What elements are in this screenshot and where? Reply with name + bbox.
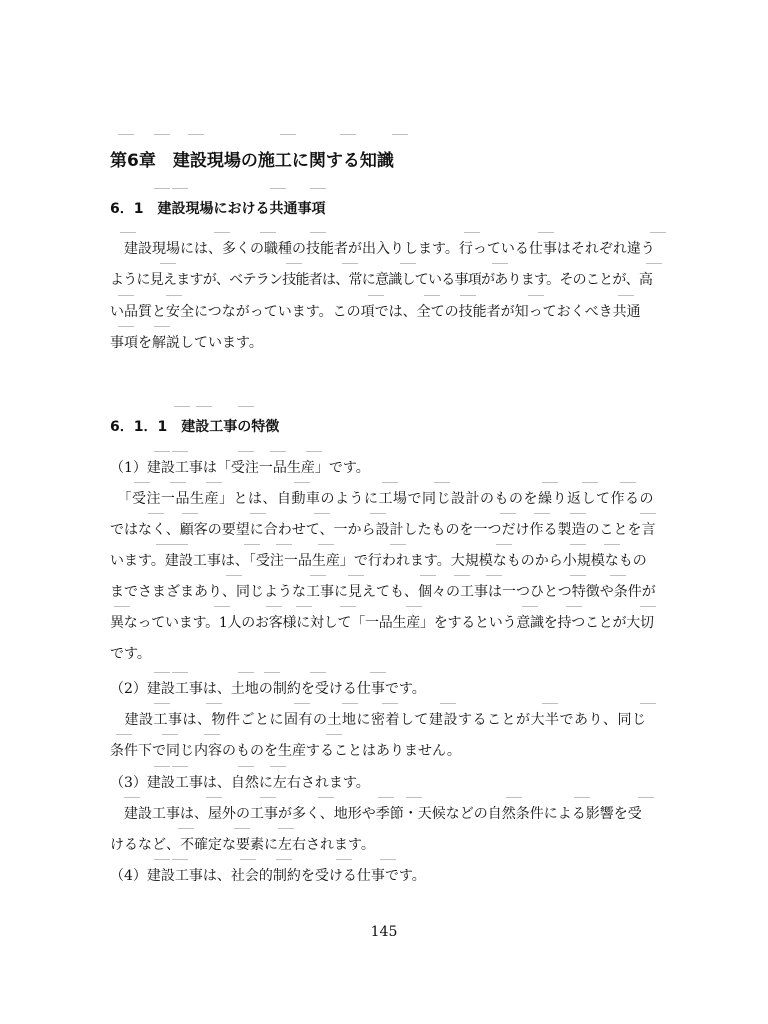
item-2-line: 条件下で同じ内容のものを生産することはありません。 bbox=[110, 743, 461, 759]
item-1-heading: （1）建設工事は「受注一品生産」です。 bbox=[110, 460, 370, 476]
item-1-line: います。建設工事は、「受注一品生産」で行われます。大規模なものから小規模なもの bbox=[110, 553, 647, 569]
item-1-line: 異なっています。1人のお客様に対して「一品生産」をするという意識を持つことが大切 bbox=[110, 615, 654, 631]
item-3-line: けるなど、不確定な要素に左右されます。 bbox=[110, 837, 375, 853]
item-3-heading: （3）建設工事は、自然に左右されます。 bbox=[110, 775, 370, 791]
section-title: 6．1 建設現場における共通事項 bbox=[110, 201, 326, 217]
intro-line: 事項を解説しています。 bbox=[110, 335, 263, 351]
subsection-title: 6．1．1 建設工事の特徴 bbox=[110, 419, 280, 435]
item-4-heading: （4）建設工事は、社会的制約を受ける仕事です。 bbox=[110, 868, 426, 884]
furigana-row bbox=[110, 406, 658, 415]
chapter-title: 第6章 建設現場の施工に関する知識 bbox=[110, 151, 394, 171]
item-1-line: ではなく、顧客の要望に合わせて、一から設計したものを一つだけ作る製造のことを言 bbox=[110, 522, 656, 538]
item-3-line: 建設工事は、屋外の工事が多く、地形や季節・天候などの自然条件による影響を受 bbox=[110, 806, 642, 822]
item-2-heading: （2）建設工事は、土地の制約を受ける仕事です。 bbox=[110, 681, 426, 697]
item-1-line: です。 bbox=[110, 646, 151, 662]
furigana-row bbox=[110, 188, 658, 197]
furigana-row bbox=[110, 134, 658, 143]
item-2-line: 建設工事は、物件ごとに固有の土地に密着して建設することが大半であり、同じ bbox=[110, 712, 647, 728]
page-number: 145 bbox=[370, 924, 398, 940]
item-1-line: 「受注一品生産」とは、自動車のように工場で同じ設計のものを繰り返して作るの bbox=[110, 491, 654, 507]
item-1-line: までさまざまあり、同じような工事に見えても、個々の工事は一つひとつ特徴や条件が bbox=[110, 584, 656, 600]
intro-line: い品質と安全につながっています。この項では、全ての技能者が知っておくべき共通 bbox=[110, 304, 641, 320]
intro-line: ように見えますが、ベテラン技能者は、常に意識している事項があります。そのことが、高 bbox=[110, 272, 653, 288]
intro-line: 建設現場には、多くの職種の技能者が出入りします。行っている仕事はそれぞれ違う bbox=[110, 241, 655, 257]
